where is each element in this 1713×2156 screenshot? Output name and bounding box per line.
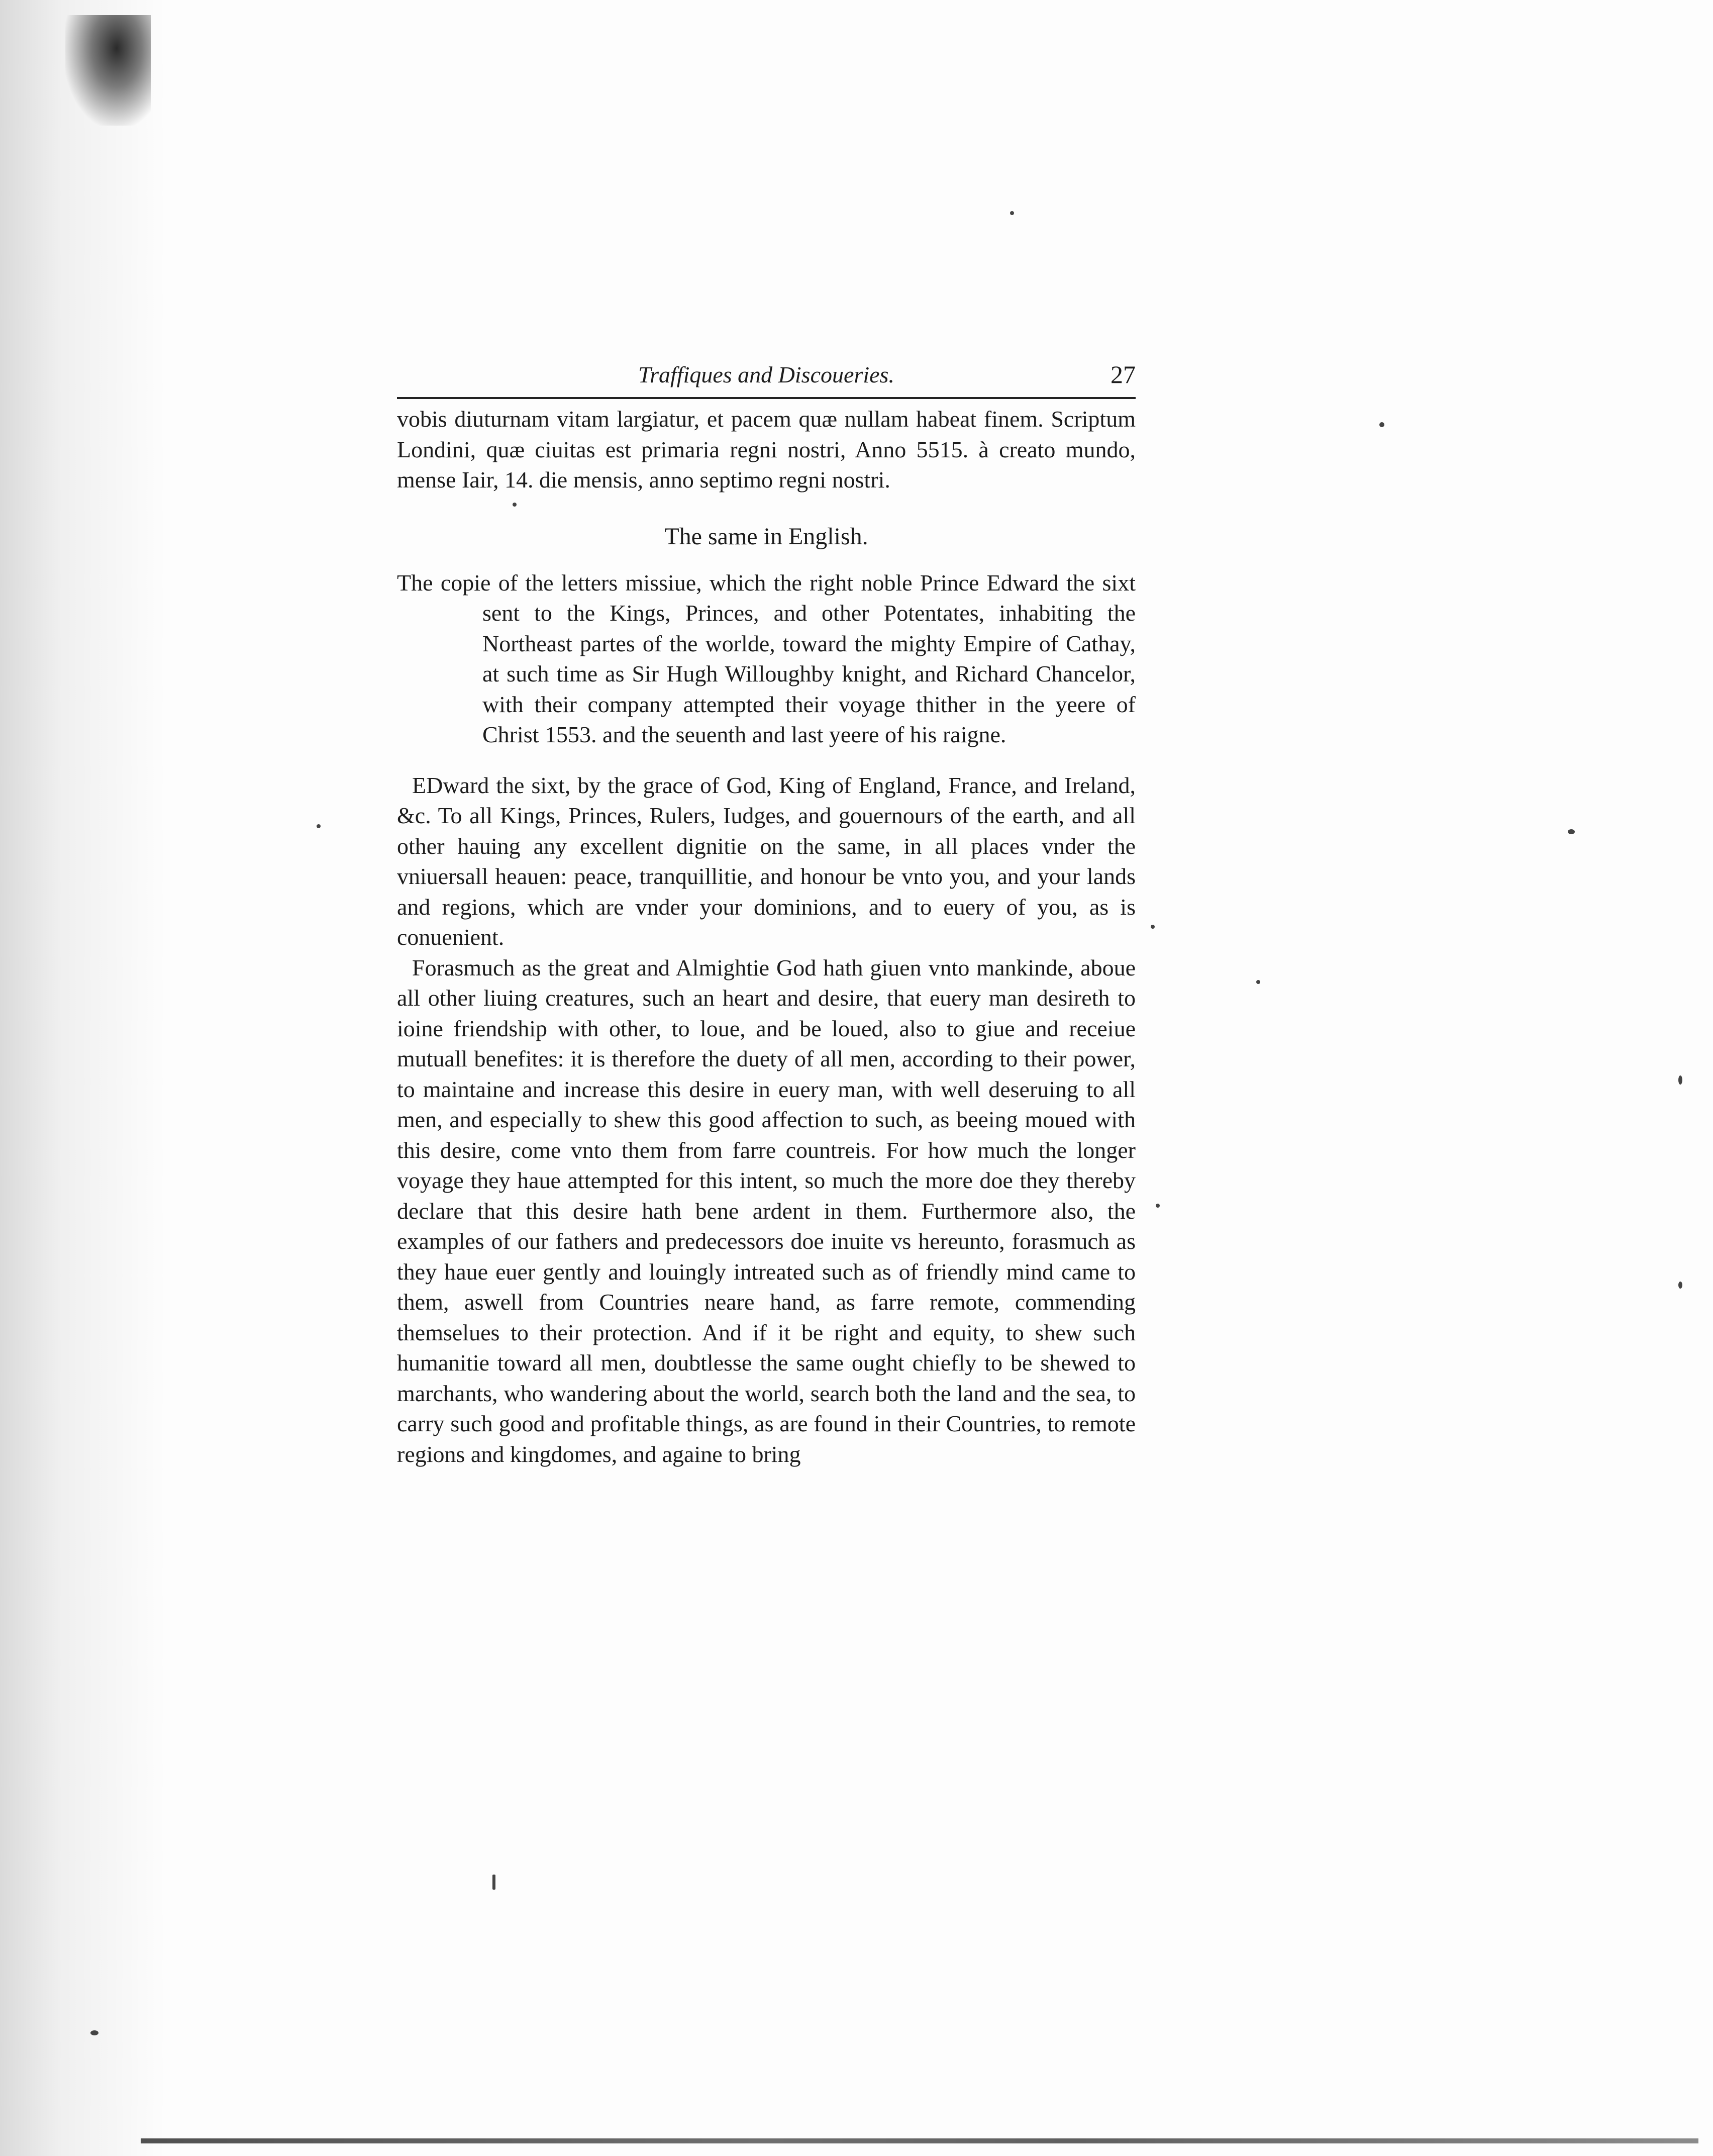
speck [1379,422,1384,427]
section-heading: The same in English. [664,523,868,550]
latin-ending-paragraph: vobis diuturnam vitam largiatur, et pacem quæ nullam habeat finem. Scriptum Londini, quæ ciuitas est primaria regni nostri, Anno 5515. à creato mundo, mense Iair, 14. die mensis, anno septimo regni nostri. [397,406,1136,493]
speck [492,1875,495,1890]
speck [90,2030,98,2035]
body-paragraph: Forasmuch as the great and Almightie God hath giuen vnto mankinde, aboue all other liuing creatures, such an heart and desire, that euery man desireth to ioine friendship with other, to loue, and be loued, also to giue and receiue mutuall benefites: it is therefore the duety of all men, according to their power, to maintaine and increase this desire in euery man, with well deseruing to all men, and especially to shew this good affection to such, as beeing moued with this desire, come vnto them from farre countreis. For how much the longer voyage they haue attempted for this intent, so much the more doe they thereby declare that this desire hath bene ardent in them. Furthermore also, the examples of our fathers and predecessors doe inuite vs hereunto, forasmuch as they haue euer gently and louingly intreated such as of friendly mind came to them, aswell from Countries neare hand, as farre remote, commending themselues to their protection. And if it be right and equity, to shew such humanitie toward all men, doubtlesse the same ought chiefly to be shewed to marchants, who wandering about the world, search both the land and the sea, to carry such good and profitable things, as are found in their Countries, to remote regions and kingdomes, and againe to bring [397,954,1136,1467]
speck [317,824,321,828]
running-title: Traffiques and Discoueries. [638,362,894,387]
letter-title-paragraph: The copie of the letters missiue, which the right noble Prince Edward the sixt sent to the Kings, Princes, and other Potentates, inhabiting the Northeast partes of the worlde, toward the mighty Empire of Cathay, at such time as Sir Hugh Willoughby knight, and Richard Chancelor, with their company attempted their voyage thither in the yeere of Christ 1553. and the seuenth and last yeere of his raigne. [397,569,1136,747]
text-block [397,352,1136,1469]
speck [1568,829,1575,834]
speck [1151,925,1155,929]
speck [1678,1075,1682,1085]
speck [1256,980,1260,984]
body-paragraph: EDward the sixt, by the grace of God, King of England, France, and Ireland, &c. To all Kings, Princes, Rulers, Iudges, and gouernours of the earth, and all other hauing any excellent dignitie on the same, in all places vnder the vniuersall heauen: peace, tranquillitie, and honour be vnto you, and your lands and regions, which are vnder your dominions, and to euery of you, as is conuenient. [397,772,1136,950]
speck [1010,211,1014,215]
speck [1678,1282,1682,1289]
binding-shadow [0,0,166,2156]
running-head [397,352,1136,399]
speck [1156,1204,1160,1208]
binding-blot [65,15,151,126]
bottom-edge-rule [141,2138,1698,2143]
page-number: 27 [1111,360,1136,388]
